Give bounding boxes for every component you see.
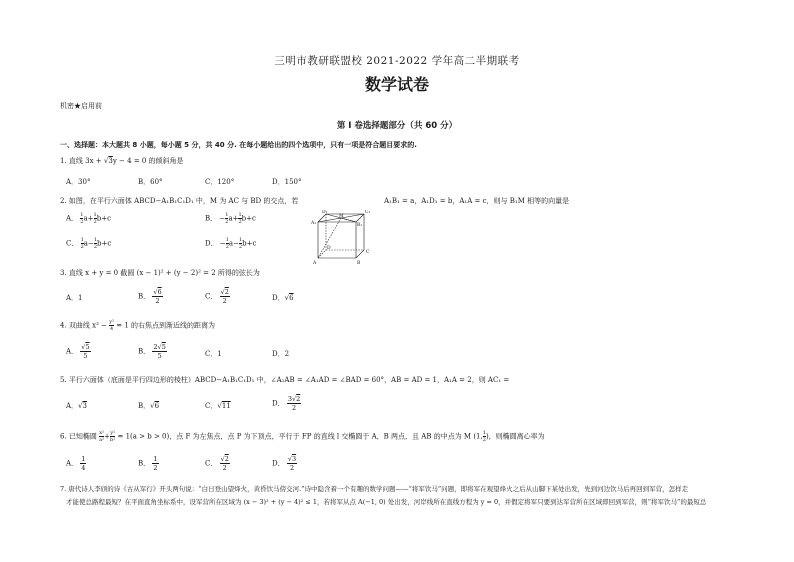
question-4: 4. 双曲线 x² − $\frac{\text{y²}}{4}$ = 1 的右焦点到渐近线的距离为 [60,319,216,332]
q5-option-a: A．√3 [66,402,87,410]
question-stem: 平行六面体（底面是平行四边形的棱柱）ABCD−A₁B₁C₁D₁ 中，∠A₁AB = ∠A₁AD = ∠BAD = 60°，AB = AD = 1，A₁A = 2，则 AC₁ = [68,376,510,384]
q1-option-b: B．60° [138,178,163,186]
q6-option-a: A． $\frac{1}{4}$ [66,455,86,472]
question-number: 1. [60,157,67,165]
question-number: 3. [60,269,67,277]
question-stem: 双曲线 x² − [68,321,110,330]
question-number: 6. [60,432,67,441]
volume-title: 第 I 卷选择题部分（共 60 分） [336,121,458,131]
question-2 [60,196,298,206]
q5-option-b: B．√6 [138,402,160,410]
question-stem: 直线 x + y = 0 截圆 [68,269,137,277]
q1-option-c: C．120° [205,178,235,186]
question-stem: 直线 3x + [68,157,104,165]
label-c1: C₁ [365,210,371,215]
parallelepiped-figure [310,210,380,268]
section-instructions: 一、选择题：本大题共 8 小题，每小题 5 分，共 40 分. 在每小题给出的四个选项中，只有一项是符合题目要求的. [60,141,417,149]
q1-option-d: D．150° [272,178,302,186]
exam-subject-title: 数学试卷 [364,75,429,94]
q2-option-d: D． − $\frac{1}{2}$ a− $\frac{1}{2}$ b+c [205,237,257,250]
label-d: D [327,246,331,251]
q4-option-d: D．2 [272,350,290,358]
question-7-line-2: 才能使总路程最短？在平面直角坐标系中，设军营所在区域为 (x − 3)² + (y − 4)² ≤ 1，若将军从点 A(−1, 0) 处出发，河岸线所在直线方程为 y = 0，并假定将军只要到达军营所在区域即回到军营，则“将军饮马”的最短总 [66,498,707,506]
secret-label: 机密★启用前 [60,102,102,110]
label-c: C [366,250,370,255]
question-number: 2. [60,197,67,205]
question-stem: 所得的弦长为 [215,269,260,277]
question-6: 6. 已知椭圆 $\frac{\text{x²}}{\text{a²}}$ + $\frac{\text{y²}}{\text{b²}}$ = 1(a > b > 0)，点 F 为左焦点，点 P 为下顶点，平行于 FP 的直线 l 交椭圆于 A，B 两点，且 AB 的中点为 M (1, $\frac{1}{2}$ )，则椭圆离心率为 [60,430,545,443]
question-3 [60,268,260,278]
q6-option-d: D． $\frac{√3}{2}$ [272,455,297,472]
question-stem: 如图，在平行六面体 ABCD−A₁B₁C₁D₁ 中，M 为 AC 与 BD 的交点，若 [68,197,299,205]
question-number: 7. [60,485,67,493]
label-d1: D₁ [322,210,328,215]
question-number: 5. [60,376,67,384]
q6-option-b: B． $\frac{1}{2}$ [138,455,158,472]
question-formula: (x − 1)² + (y − 2)² = 2 [136,269,216,277]
label-a1: A₁ [311,221,317,226]
question-number: 4. [60,321,67,330]
question-stem: y − 4 = 0 的倾斜角是 [112,157,184,165]
q2-option-c: C． $\frac{1}{2}$ a− $\frac{1}{2}$ b+c [66,237,112,250]
q5-option-c: C．√11 [205,402,231,410]
q5-option-d: D． $\frac{3√2}{2}$ [272,395,301,412]
q4-option-c: C．1 [205,350,222,358]
question-stem: = 1(a > b > 0)，点 F 为左焦点，点 P 为下顶点，平行于 FP 的直线 l 交椭圆于 A，B 两点，且 AB 的中点为 M [115,432,474,441]
q3-option-d: D．√6 [272,294,294,302]
q6-option-c: C． $\frac{√2}{2}$ [205,455,229,472]
q4-option-b: B． $\frac{2√5}{5}$ [138,343,166,360]
q4-option-a: A． $\frac{√5}{5}$ [66,343,90,360]
question-stem: 唐代诗人李颀的诗《古从军行》开头两句说：“白日登山望烽火，黄昏饮马傍交河.”诗中隐含着一个有趣的数学问题——“将军饮马”问题，即将军在观望烽火之后从山脚下某处出发，先到河边饮马后再回到军营，怎样走 [68,485,689,493]
q3-option-b: B． $\frac{√6}{2}$ [138,288,162,305]
exam-header: 三明市教研联盟校 2021-2022 学年高二半期联考 [274,55,520,67]
q2-option-a: A． $\frac{1}{2}$ a+ $\frac{1}{2}$ b+c [66,212,111,225]
q3-option-a: A．1 [66,294,83,302]
question-stem: = 1 的右焦点到渐近线的距离为 [114,321,216,330]
question-stem: ，则椭圆离心率为 [488,432,545,441]
label-m: M [339,214,344,219]
question-stem: 已知椭圆 [68,432,100,441]
question-7 [60,484,740,493]
q3-option-c: C． $\frac{√2}{2}$ [205,288,229,305]
question-1: 1. 直线 3x + √3y − 4 = 0 的倾斜角是 [60,157,184,165]
label-b: B [357,261,361,266]
question-2-stem-right: A₁B₁ = a，A₁D₁ = b，A₁A = c，则与 B₁M 相等的向量是 [384,197,570,205]
question-5 [60,375,509,385]
sqrt-value: 3 [108,157,113,165]
label-a: A [313,261,317,266]
q1-option-a: A．30° [66,178,91,186]
label-b1: B₁ [357,223,363,228]
q2-option-b: B． − $\frac{1}{2}$ a+ $\frac{1}{2}$ b+c [205,212,256,225]
